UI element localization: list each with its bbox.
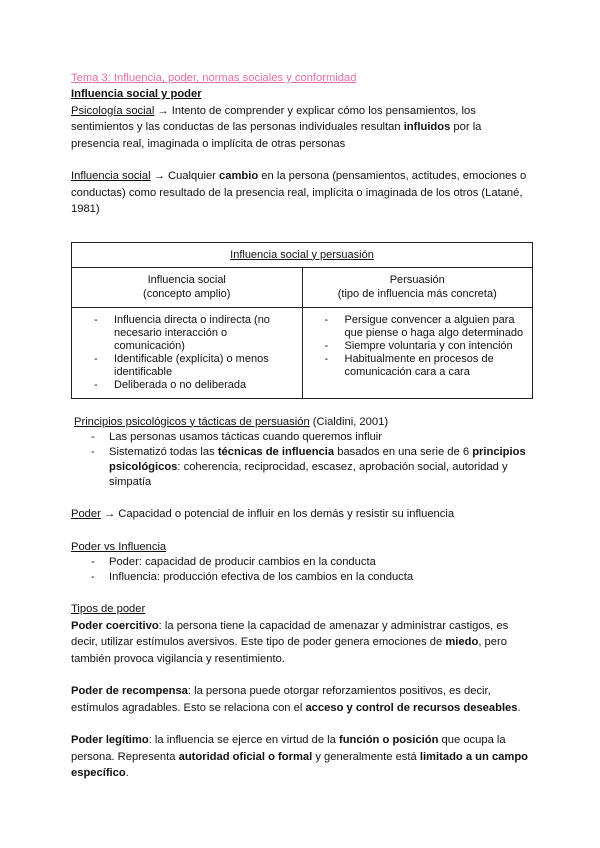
list-item: - Influencia: producción efectiva de los cambios en la conducta — [71, 570, 533, 585]
list-item: - Deliberada o no deliberada — [82, 379, 294, 392]
tipos-de-poder-title: Tipos de poder — [71, 603, 146, 615]
poder-vs-influencia-title: Poder vs Influencia — [71, 540, 167, 553]
col1-cell — [72, 307, 303, 398]
poder-legitimo-paragraph: Poder legítimo: la influencia se ejerce en virtud de la función o posición que ocupa la persona. Representa autoridad oficial o formal y generalmente está limitado a un campo específico. — [71, 734, 529, 779]
list-item: - Las personas usamos tácticas cuando queremos influir — [71, 430, 533, 445]
poder-vs-list — [71, 555, 533, 585]
section-title: Influencia social y poder — [71, 88, 202, 100]
list-item: - Influencia directa o indirecta (no necesario interacción o comunicación) — [82, 314, 294, 353]
col2-cell — [302, 307, 533, 398]
document-page — [71, 70, 533, 782]
term: Influencia social — [71, 170, 151, 182]
list-item: - Habitualmente en procesos de comunicación cara a cara — [313, 353, 525, 379]
list-item: - Siempre voluntaria y con intención — [313, 340, 525, 353]
col1-header: Influencia social (concepto amplio) — [72, 267, 303, 307]
list-item: - Persigue convencer a alguien para que piense o haga algo determinado — [313, 314, 525, 340]
poder-coercitivo-paragraph: Poder coercitivo: la persona tiene la capacidad de amenazar y administrar castigos, es decir, utilizar estímulos aversivos. Este tipo de poder genera emociones de miedo, pero también provoca vigilancia y resentimiento. — [71, 619, 509, 665]
comparison-table — [71, 242, 533, 399]
topic-heading: Tema 3: Influencia, poder, normas sociales y conformidad — [71, 72, 357, 84]
psicologia-social-paragraph: Psicología social → Intento de comprender y explicar cómo los pensamientos, los sentimientos y las conductas de las personas individuales resultan influidos por la presencia real, imaginada o implícita de otras personas — [71, 104, 482, 150]
table-header: Influencia social y persuasión — [72, 242, 533, 267]
principios-list — [71, 430, 533, 490]
principios-heading: Principios psicológicos y tácticas de persuasión (Cialdini, 2001) — [74, 415, 389, 428]
term: Psicología social — [71, 104, 155, 117]
influencia-social-paragraph: Influencia social → Cualquier cambio en la persona (pensamientos, actitudes, emociones o conductas) como resultado de la presencia real, implícita o imaginada de los otros (Latané, 1981) — [71, 170, 527, 215]
poder-paragraph: Poder → Capacidad o potencial de influir en los demás y resistir su influencia — [71, 508, 455, 520]
list-item: - Poder: capacidad de producir cambios en la conducta — [71, 555, 533, 570]
list-item: - Sistematizó todas las técnicas de influencia basados en una serie de 6 principios psicológicos: coherencia, reciprocidad, escasez, aprobación social, autoridad y simpatía — [71, 445, 533, 490]
list-item: - Identificable (explícita) o menos identificable — [82, 353, 294, 379]
col2-header: Persuasión (tipo de influencia más concreta) — [302, 267, 533, 307]
poder-recompensa-paragraph: Poder de recompensa: la persona puede otorgar reforzamientos positivos, es decir, estímulos agradables. Esto se relaciona con el acceso y control de recursos deseables. — [71, 685, 521, 714]
